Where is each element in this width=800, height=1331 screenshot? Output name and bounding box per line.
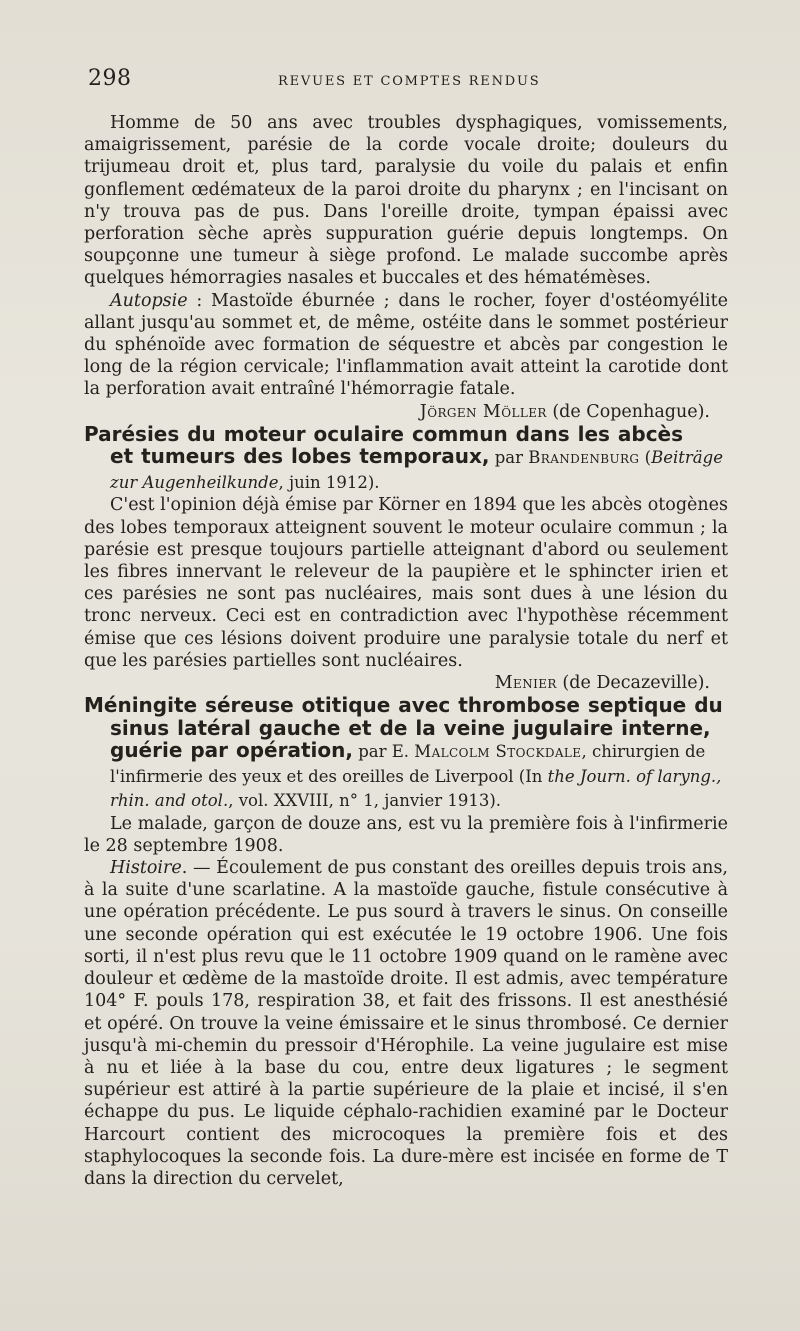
article-title-line: sinus latéral gauche et de la veine jugulaire interne, <box>110 715 711 740</box>
page-number: 298 <box>88 66 132 91</box>
article-title-line: et tumeurs des lobes temporaux, <box>110 444 490 469</box>
article-author: Brandenburg <box>528 448 640 468</box>
signature-moller <box>84 401 728 423</box>
article-title-line: Parésies du moteur oculaire commun dans les abcès <box>84 421 684 446</box>
history-label: Histoire <box>110 858 182 879</box>
case-description <box>84 112 728 290</box>
article-title-line: guérie par opération, <box>110 738 353 763</box>
article-heading-meningite <box>84 694 728 813</box>
source-close: , juin 1912). <box>278 472 380 492</box>
autopsy-label: Autopsie <box>110 290 188 311</box>
page-content <box>84 112 728 1190</box>
byline-prefix: par <box>489 448 529 468</box>
author-affiliation: , chirurgien de l'infirmerie des yeux et des oreilles de Liverpool (In <box>110 742 706 786</box>
article-heading-paresies <box>84 423 728 495</box>
autopsy-paragraph <box>84 290 728 401</box>
history-text: . — Écoulement de pus constant des oreilles depuis trois ans, à la suite d'une scarlatine. A la mastoïde gauche, fistule consécutive à une opération précédente. Le pus sourd à travers le sinus. On conseille une seconde opération qui est exécutée le 19 octobre 1906. Une fois sorti, il n'est plus revu que le 11 octobre 1909 quand on le ramène avec douleur et œdème de la mastoïde droite. Il est admis, avec température 104° F. pouls 178, respiration 38, et fait des frissons. Il est anesthésié et opéré. On trouve la veine émissaire et le sinus thrombosé. Ce dernier jusqu'à mi-chemin du pressoir d'Hérophile. La veine jugulaire est mise à nu et liée à la base du cou, entre deux ligatures ; le segment supérieur est attiré à la partie supérieure de la plaie et incisé, il s'en échappe du pus. Le liquide céphalo-rachidien examiné par le Docteur Harcourt contient des microcoques la première fois et des staphylocoques la seconde fois. La dure-mère est incisée en forme de T dans la direction du cervelet, <box>84 858 728 1189</box>
case-description-text: Homme de 50 ans avec troubles dysphagiques, vomissements, amaigrissement, parésie de la corde vocale droite; douleurs du trijumeau droit et, plus tard, paralysie du voile du palais et enfin gonflement œdémateux de la paroi droite du pharynx ; en l'incisant on n'y trouva pas de pus. Dans l'oreille droite, tympan épaissi avec perforation sèche après suppuration guérie depuis longtemps. On soupçonne une tumeur à siège profond. Le malade succombe après quelques hémorragies nasales et buccales et des hématémèses. <box>84 113 728 289</box>
journal-name: Beiträge zur Augenheilkunde <box>110 448 723 492</box>
article-title-line: Méningite séreuse otitique avec thrombose septique du <box>84 693 723 718</box>
article-body-paresies: C'est l'opinion déjà émise par Körner en 1894 que les abcès otogènes des lobes temporaux atteignent souvent le moteur oculaire commun ; la parésie est presque toujours partielle atteignant d'abord ou seulement les fibres innervant le releveur de la paupière et le sphincter irien et ces parésies ne sont pas nucléaires, mais sont dues à une lésion du tronc nerveux. Ceci est en contradiction avec l'hypothèse récemment émise que ces lésions doivent produire une paralysie totale du nerf et que les parésies partielles sont nucléaires. <box>84 495 728 671</box>
source-open: ( <box>639 448 652 468</box>
case-intro: Le malade, garçon de douze ans, est vu la première fois à l'infirmerie le 28 septembre 1908. <box>84 813 728 856</box>
journal-name: the Journ. of laryng., rhin. and otol. <box>110 766 722 811</box>
history-paragraph <box>84 857 728 1190</box>
signature-place: (de Decazeville). <box>556 672 710 693</box>
autopsy-text: : Mastoïde éburnée ; dans le rocher, foyer d'ostéomyélite allant jusqu'au sommet et, de même, ostéite dans le sommet postérieur du sphénoïde avec formation de séquestre et abcès par congestion le long de la région cervicale; l'inflammation avait atteint la carotide dont la perforation avait entraîné l'hémorragie fatale. <box>84 290 728 400</box>
signature-place: (de Copenhague). <box>546 401 710 422</box>
article-author: Malcolm Stockdale <box>414 742 582 762</box>
source-close: , vol. XXVIII, n° 1, janvier 1913). <box>228 791 502 811</box>
page-header <box>88 66 728 96</box>
byline-prefix: par E. <box>352 742 415 762</box>
running-title: REVUES ET COMPTES RENDUS <box>278 74 541 89</box>
signature-menier <box>84 672 728 694</box>
signature-name: Menier <box>494 672 557 693</box>
signature-name: Jörgen Möller <box>419 401 547 422</box>
